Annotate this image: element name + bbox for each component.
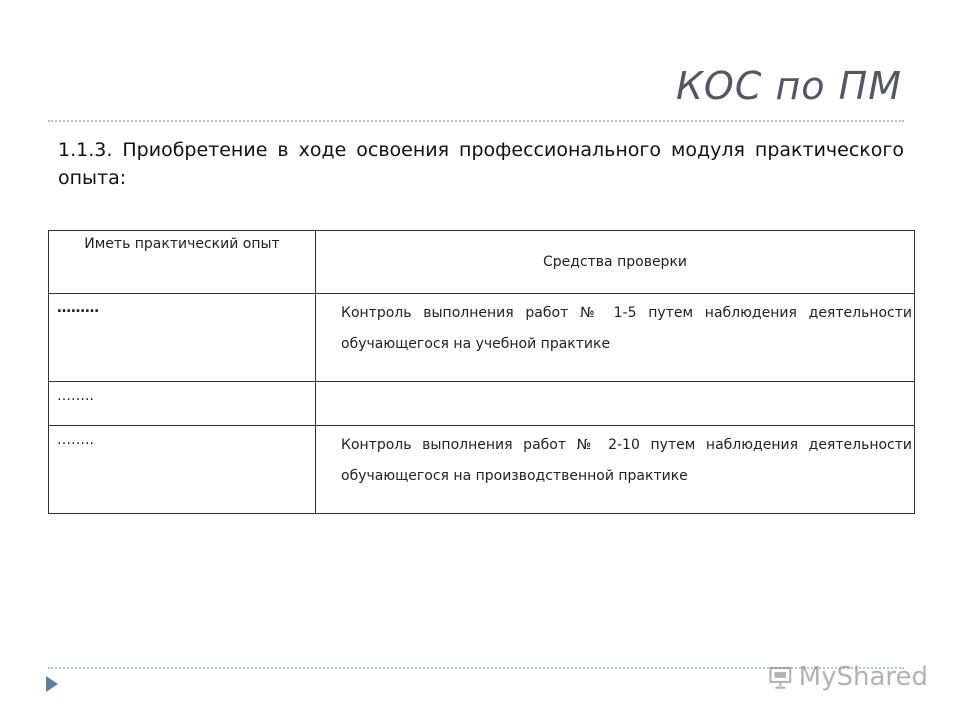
- presentation-board-icon: [768, 662, 793, 692]
- header-check-means: Средства проверки: [316, 231, 915, 294]
- slide-title: КОС по ПМ: [675, 64, 902, 108]
- check-text: Контроль выполнения работ № 1-5 путем наблюдения деятельности обучающегося на учебной практике: [341, 305, 912, 352]
- watermark-logo: [768, 657, 928, 697]
- check-text: Контроль выполнения работ № 2-10 путем наблюдения деятельности обучающегося на производственной практике: [341, 437, 912, 484]
- check-cell: [316, 426, 915, 514]
- experience-cell: ……..: [49, 426, 316, 514]
- table-row: [49, 426, 915, 514]
- check-cell: [316, 294, 915, 382]
- experience-cell: ………: [49, 294, 316, 382]
- top-divider: [48, 120, 904, 122]
- intro-paragraph: 1.1.3. Приобретение в ходе освоения профессионального модуля практического опыта:: [58, 139, 904, 189]
- assessment-table: [48, 230, 915, 514]
- watermark-text: MyShared: [798, 662, 928, 692]
- triangle-bullet-icon: [46, 676, 58, 692]
- table-header-row: [49, 231, 915, 294]
- header-experience: Иметь практический опыт: [49, 231, 316, 294]
- experience-cell: ……..: [49, 382, 316, 426]
- check-cell: [316, 382, 915, 426]
- table-row: [49, 382, 915, 426]
- table-row: [49, 294, 915, 382]
